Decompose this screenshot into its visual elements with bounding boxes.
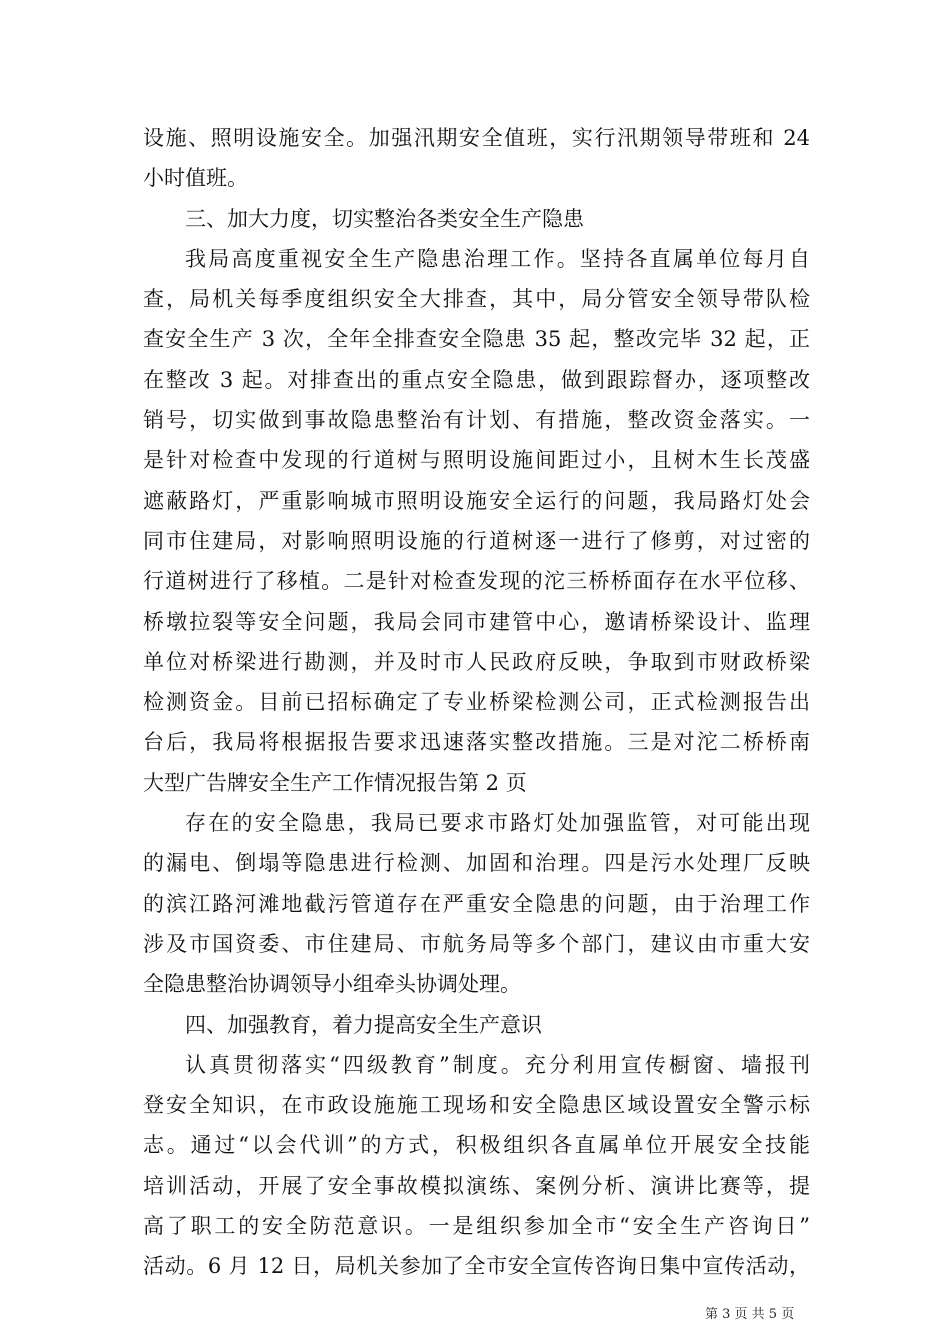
text-line: 检测资金。目前已招标确定了专业桥梁检测公司，正式检测报告出 <box>143 690 810 715</box>
document-body <box>143 118 810 1287</box>
text-line: 遮蔽路灯，严重影响城市照明设施安全运行的问题，我局路灯处会 <box>143 488 810 513</box>
text-line: 单位对桥梁进行勘测，并及时市人民政府反映，争取到市财政桥梁 <box>143 649 810 674</box>
text-line: 在整改 3 起。对排查出的重点安全隐患，做到跟踪督办，逐项整改 <box>143 367 810 392</box>
text-line: 是针对检查中发现的行道树与照明设施间距过小，且树木生长茂盛 <box>143 448 810 473</box>
text-line: 存在的安全隐患，我局已要求市路灯处加强监管，对可能出现 <box>185 811 810 836</box>
text-line: 志。通过“以会代训”的方式，积极组织各直属单位开展安全技能 <box>143 1133 810 1158</box>
text-line: 同市住建局，对影响照明设施的行道树逐一进行了修剪，对过密的 <box>143 528 810 553</box>
text-line: 活动。6 月 12 日，局机关参加了全市安全宣传咨询日集中宣传活动， <box>143 1254 810 1279</box>
text-line: 台后，我局将根据报告要求迅速落实整改措施。三是对沱二桥桥南 <box>143 730 810 755</box>
text-line: 涉及市国资委、市住建局、市航务局等多个部门，建议由市重大安 <box>143 931 810 956</box>
page-footer: 第 3 页 共 5 页 <box>705 1307 795 1322</box>
text-line: 查安全生产 3 次，全年全排查安全隐患 35 起，整改完毕 32 起，正 <box>143 327 810 352</box>
text-line: 的漏电、倒塌等隐患进行检测、加固和治理。四是污水处理厂反映 <box>143 851 810 876</box>
text-line: 全隐患整治协调领导小组牵头协调处理。 <box>143 972 521 997</box>
text-line: 小时值班。 <box>143 166 248 191</box>
text-line: 我局高度重视安全生产隐患治理工作。坚持各直属单位每月自 <box>185 246 810 271</box>
text-line: 的滨江路河滩地截污管道存在严重安全隐患的问题，由于治理工作 <box>143 891 810 916</box>
text-line: 培训活动，开展了安全事故模拟演练、案例分析、演讲比赛等，提 <box>143 1173 810 1198</box>
text-line: 大型广告牌安全生产工作情况报告第 2 页 <box>143 770 527 795</box>
text-line: 桥墩拉裂等安全问题，我局会同市建管中心，邀请桥梁设计、监理 <box>143 609 810 634</box>
text-line: 认真贯彻落实“四级教育”制度。充分利用宣传橱窗、墙报刊 <box>185 1052 810 1077</box>
text-line: 高了职工的安全防范意识。一是组织参加全市“安全生产咨询日” <box>143 1214 810 1239</box>
text-line: 销号，切实做到事故隐患整治有计划、有措施，整改资金落实。一 <box>143 408 810 433</box>
text-line: 三、加大力度，切实整治各类安全生产隐患 <box>185 206 584 231</box>
text-line: 行道树进行了移植。二是针对检查发现的沱三桥桥面存在水平位移、 <box>143 569 810 594</box>
text-line: 登安全知识，在市政设施施工现场和安全隐患区域设置安全警示标 <box>143 1093 810 1118</box>
text-line: 设施、照明设施安全。加强汛期安全值班，实行汛期领导带班和 24 <box>143 126 810 150</box>
text-line: 查，局机关每季度组织安全大排查，其中，局分管安全领导带队检 <box>143 287 810 312</box>
text-line: 四、加强教育，着力提高安全生产意识 <box>185 1012 542 1037</box>
